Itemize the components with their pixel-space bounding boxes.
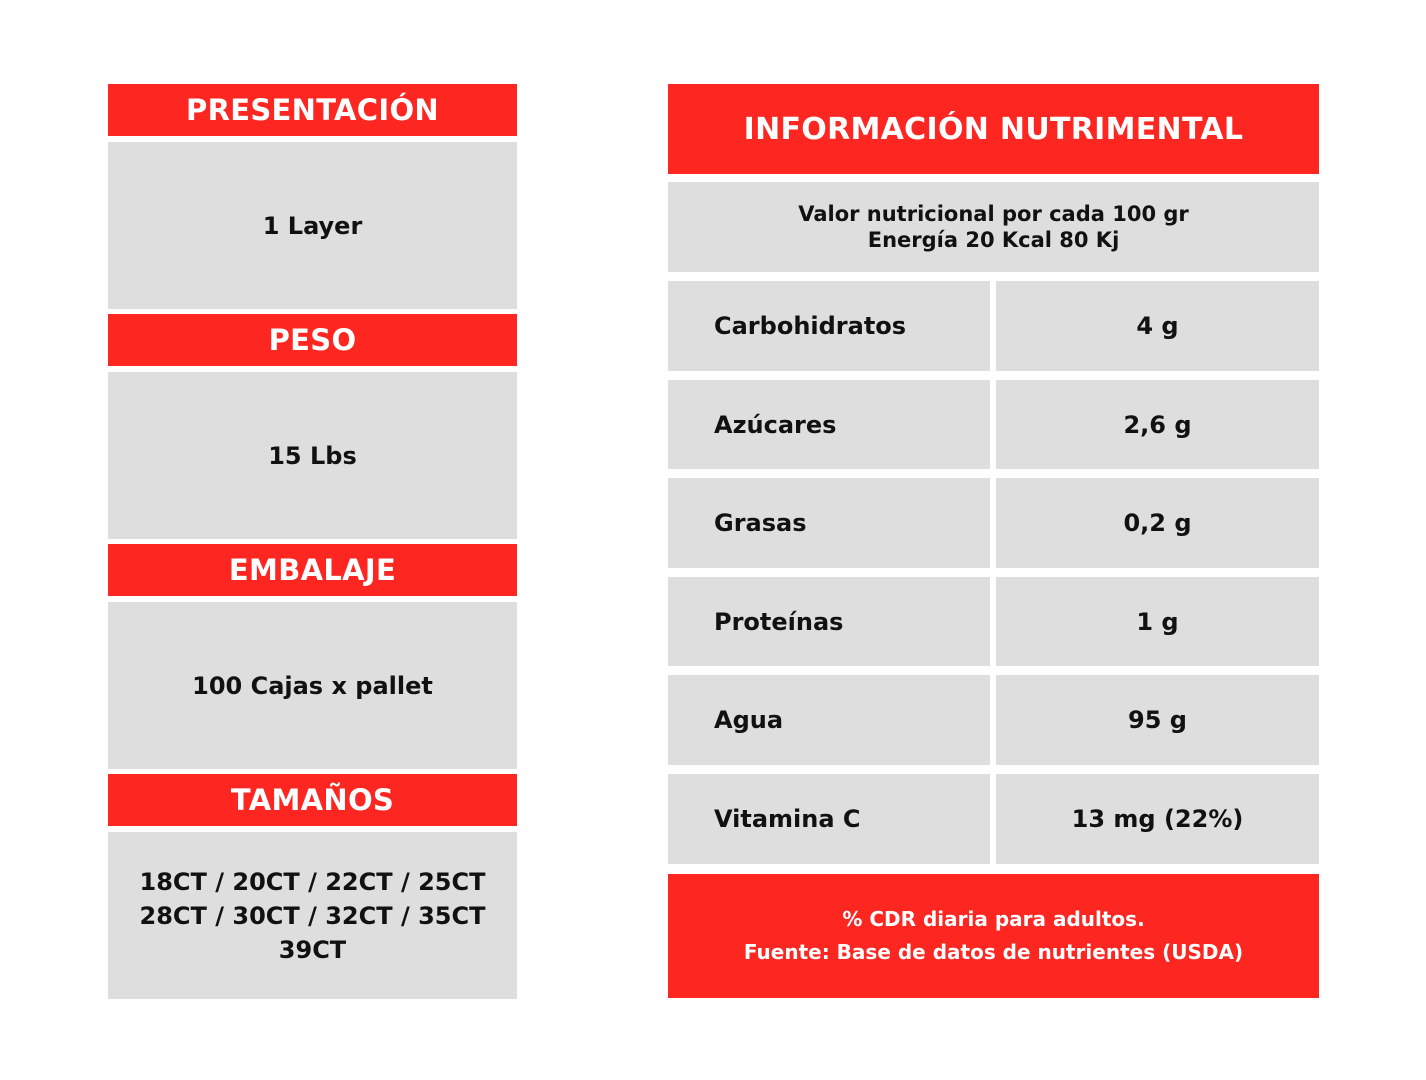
nutrient-value: 1 g [1136, 607, 1179, 636]
peso-title: PESO [268, 323, 357, 357]
nutrient-value: 4 g [1136, 312, 1179, 340]
nutrient-label: Grasas [714, 509, 807, 537]
nutrition-header [668, 84, 1319, 174]
presentacion-panel [108, 142, 517, 309]
embalaje-title: EMBALAJE [228, 553, 397, 587]
nutrient-value-cell [996, 478, 1319, 568]
nutrient-label-cell [668, 478, 990, 568]
tamanos-header [108, 774, 517, 826]
nutrition-subtitle-line: Valor nutricional por cada 100 gr [798, 202, 1189, 226]
nutrient-label: Agua [714, 706, 784, 734]
presentacion-header [108, 84, 517, 136]
peso-panel [108, 372, 517, 539]
peso-header [108, 314, 517, 366]
nutrient-label: Proteínas [714, 607, 844, 636]
nutrient-label-cell [668, 380, 990, 469]
nutrition-title: INFORMACIÓN NUTRIMENTAL [743, 111, 1244, 147]
nutrition-energy-line: Energía 20 Kcal 80 Kj [867, 228, 1120, 252]
embalaje-panel [108, 602, 517, 769]
nutrient-label-cell [668, 774, 990, 864]
nutrient-label: Carbohidratos [714, 312, 907, 340]
tamanos-line: 28CT / 30CT / 32CT / 35CT [139, 901, 486, 930]
cdr-note: % CDR diaria para adultos. [842, 907, 1145, 931]
presentacion-value: 1 Layer [262, 211, 363, 240]
nutrient-value-cell [996, 675, 1319, 765]
source-note: Fuente: Base de datos de nutrientes (USDA) [743, 940, 1244, 964]
tamanos-panel [108, 832, 517, 999]
nutrient-value-cell [996, 577, 1319, 666]
nutrient-label-cell [668, 577, 990, 666]
nutrient-value: 95 g [1128, 706, 1187, 734]
nutrient-value: 0,2 g [1123, 509, 1192, 537]
tamanos-line: 39CT [278, 935, 347, 964]
tamanos-line: 18CT / 20CT / 22CT / 25CT [139, 867, 486, 896]
nutrition-footer [668, 874, 1319, 998]
nutrient-label-cell [668, 281, 990, 371]
embalaje-value: 100 Cajas x pallet [192, 671, 433, 700]
presentacion-title: PRESENTACIÓN [186, 93, 439, 127]
nutrient-value: 2,6 g [1123, 410, 1192, 439]
embalaje-header [108, 544, 517, 596]
nutrient-label: Vitamina C [714, 805, 861, 833]
nutrient-value-cell [996, 774, 1319, 864]
nutrient-label: Azúcares [714, 410, 837, 439]
nutrition-subtitle-panel [668, 182, 1319, 272]
nutrient-label-cell [668, 675, 990, 765]
tamanos-title: TAMAÑOS [230, 783, 395, 817]
nutrient-value: 13 mg (22%) [1071, 805, 1244, 833]
nutrient-value-cell [996, 380, 1319, 469]
peso-value: 15 Lbs [268, 441, 357, 470]
nutrient-value-cell [996, 281, 1319, 371]
